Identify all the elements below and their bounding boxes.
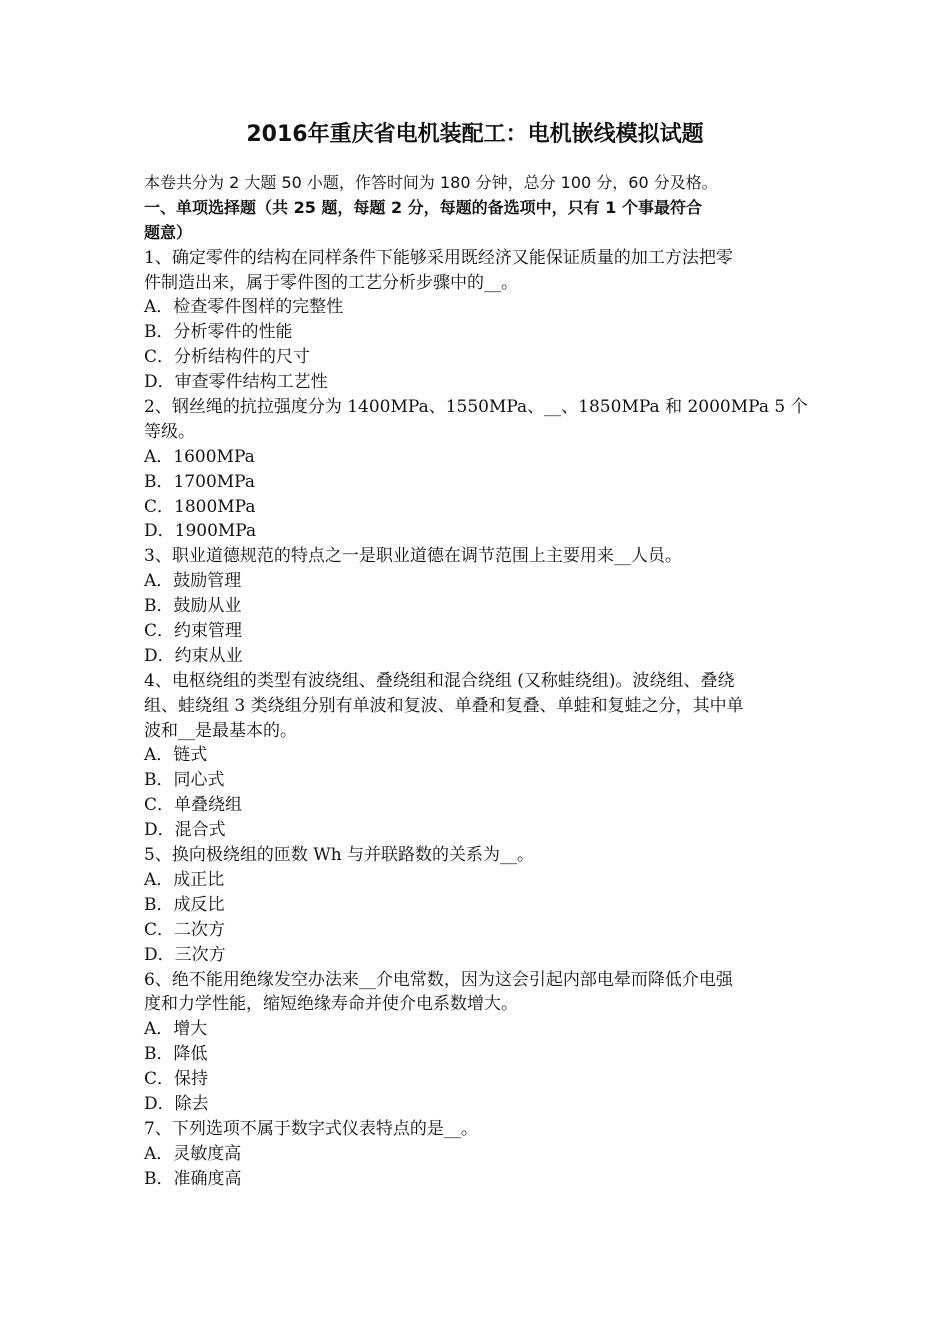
- question-3: [144, 544, 814, 668]
- question-option: D．除去: [144, 1093, 209, 1114]
- question-stem: 组、蛙绕组 3 类绕组分别有单波和复波、单叠和复叠、单蛙和复蛙之分，其中单: [144, 695, 744, 716]
- question-stem: 4、电枢绕组的类型有波绕组、叠绕组和混合绕组 (又称蛙绕组)。波绕组、叠绕: [144, 670, 735, 691]
- question-option: C．单叠绕组: [144, 795, 243, 816]
- question-option: B．降低: [144, 1044, 208, 1065]
- question-option: D．审查零件结构工艺性: [144, 372, 328, 393]
- question-option: C．二次方: [144, 919, 226, 940]
- question-7: [144, 1117, 814, 1192]
- question-option: B．同心式: [144, 770, 225, 791]
- question-4: [144, 669, 814, 843]
- question-stem: 3、职业道德规范的特点之一是职业道德在调节范围上主要用来__人员。: [144, 546, 682, 567]
- document-body: [144, 171, 814, 1192]
- question-option: B．1700MPa: [144, 471, 255, 492]
- question-option: C．约束管理: [144, 621, 243, 642]
- question-option: B．准确度高: [144, 1168, 242, 1189]
- question-option: C．保持: [144, 1069, 209, 1090]
- question-option: A．成正比: [144, 869, 225, 890]
- section-heading-line-2: 题意）: [144, 222, 193, 242]
- question-2: [144, 395, 814, 544]
- question-stem: 6、绝不能用绝缘发空办法来__介电常数，因为这会引起内部电晕而降低介电强: [144, 969, 733, 990]
- question-stem: 度和力学性能，缩短绝缘寿命并使介电系数增大。: [144, 994, 518, 1015]
- question-option: D．三次方: [144, 944, 226, 965]
- question-stem: 5、换向极绕组的匝数 Wh 与并联路数的关系为__。: [144, 845, 535, 866]
- question-stem: 1、确定零件的结构在同样条件下能够采用既经济又能保证质量的加工方法把零: [144, 247, 733, 268]
- question-option: A．增大: [144, 1019, 208, 1040]
- question-option: D．约束从业: [144, 645, 243, 666]
- question-stem: 波和__是最基本的。: [144, 720, 297, 741]
- exam-intro: 本卷共分为 2 大题 50 小题，作答时间为 180 分钟，总分 100 分，60 分及格。: [144, 173, 718, 192]
- question-option: B．分析零件的性能: [144, 322, 293, 343]
- question-stem: 件制造出来，属于零件图的工艺分析步骤中的__。: [144, 272, 518, 293]
- question-option: D．混合式: [144, 820, 226, 841]
- question-stem: 7、下列选项不属于数字式仪表特点的是__。: [144, 1118, 478, 1139]
- question-option: C．分析结构件的尺寸: [144, 347, 311, 368]
- question-option: A．链式: [144, 745, 208, 766]
- question-1: [144, 246, 814, 395]
- question-option: C．1800MPa: [144, 496, 256, 517]
- document-title: 2016年重庆省电机装配工：电机嵌线模拟试题: [246, 122, 704, 147]
- question-5: [144, 843, 814, 967]
- question-option: B．鼓励从业: [144, 596, 242, 617]
- question-option: A．鼓励管理: [144, 571, 242, 592]
- question-6: [144, 968, 814, 1117]
- question-stem: 2、钢丝绳的抗拉强度分为 1400MPa、1550MPa、__、1850MPa 和 2000MPa 5 个: [144, 397, 808, 418]
- question-stem: 等级。: [144, 421, 195, 442]
- question-option: A．检查零件图样的完整性: [144, 297, 344, 318]
- section-heading-line-1: 一、单项选择题（共 25 题，每题 2 分，每题的备选项中，只有 1 个事最符合: [144, 197, 702, 217]
- question-option: B．成反比: [144, 894, 225, 915]
- question-option: D．1900MPa: [144, 521, 257, 542]
- question-option: A．1600MPa: [144, 446, 255, 467]
- question-option: A．灵敏度高: [144, 1143, 242, 1164]
